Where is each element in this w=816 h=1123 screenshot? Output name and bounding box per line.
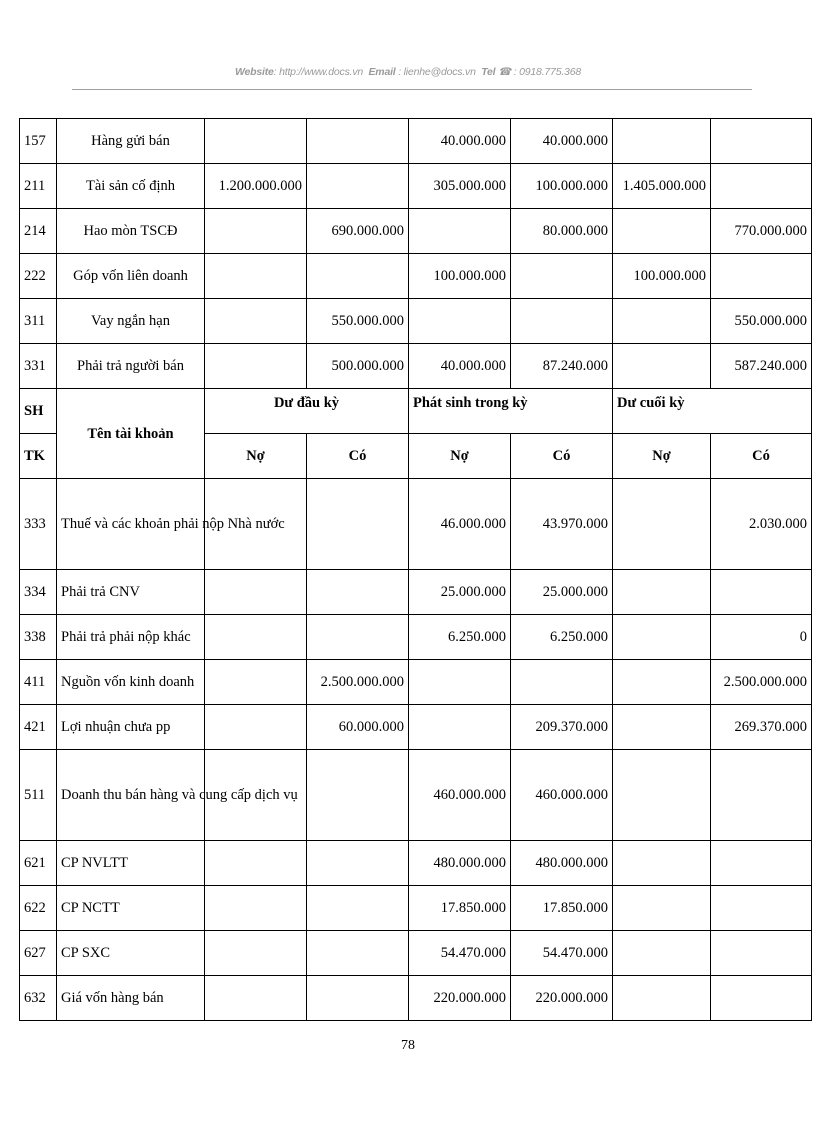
header-period-movement: Phát sinh trong kỳ (409, 389, 613, 434)
closing-credit: 2.500.000.000 (711, 660, 812, 705)
website-url[interactable]: http://www.docs.vn (279, 66, 364, 78)
table-row (20, 299, 812, 344)
opening-debit (205, 886, 307, 931)
closing-credit (711, 119, 812, 164)
period-credit (511, 660, 613, 705)
account-name: Hao mòn TSCĐ (57, 209, 205, 254)
account-name: Thuế và các khoản phải nộp Nhà nước (57, 479, 205, 570)
period-credit: 87.240.000 (511, 344, 613, 389)
opening-debit (205, 344, 307, 389)
period-credit: 220.000.000 (511, 976, 613, 1021)
period-debit: 46.000.000 (409, 479, 511, 570)
opening-credit (307, 841, 409, 886)
closing-credit: 550.000.000 (711, 299, 812, 344)
table-row (20, 254, 812, 299)
period-debit: 220.000.000 (409, 976, 511, 1021)
email-address[interactable]: lienhe@docs.vn (403, 66, 476, 78)
account-code: 333 (20, 479, 57, 570)
table-row (20, 705, 812, 750)
opening-debit (205, 660, 307, 705)
email-label: Email (368, 66, 396, 78)
period-credit: 80.000.000 (511, 209, 613, 254)
period-credit: 460.000.000 (511, 750, 613, 841)
table-row (20, 750, 812, 841)
opening-debit (205, 705, 307, 750)
opening-credit (307, 886, 409, 931)
header-period-credit: Có (511, 434, 613, 479)
opening-credit (307, 570, 409, 615)
period-debit: 17.850.000 (409, 886, 511, 931)
header-opening-credit: Có (307, 434, 409, 479)
period-credit (511, 299, 613, 344)
account-balance-table (19, 118, 812, 1021)
period-debit: 40.000.000 (409, 119, 511, 164)
account-code: 222 (20, 254, 57, 299)
closing-debit (613, 119, 711, 164)
opening-debit (205, 570, 307, 615)
opening-credit (307, 976, 409, 1021)
table-row (20, 570, 812, 615)
period-debit: 25.000.000 (409, 570, 511, 615)
period-credit: 54.470.000 (511, 931, 613, 976)
opening-debit (205, 209, 307, 254)
closing-credit: 587.240.000 (711, 344, 812, 389)
account-name: Giá vốn hàng bán (57, 976, 205, 1021)
period-credit: 17.850.000 (511, 886, 613, 931)
table-row (20, 976, 812, 1021)
opening-debit (205, 931, 307, 976)
account-code: 214 (20, 209, 57, 254)
table-row (20, 119, 812, 164)
account-code: 421 (20, 705, 57, 750)
table-body-bottom (20, 479, 812, 1021)
period-debit (409, 705, 511, 750)
page-header (0, 66, 816, 78)
period-debit: 40.000.000 (409, 344, 511, 389)
opening-credit (307, 931, 409, 976)
closing-debit: 100.000.000 (613, 254, 711, 299)
period-debit (409, 209, 511, 254)
header-sh: SH (20, 389, 57, 434)
period-credit: 25.000.000 (511, 570, 613, 615)
account-code: 627 (20, 931, 57, 976)
phone-icon: ☎ (498, 66, 511, 78)
account-name: CP NVLTT (57, 841, 205, 886)
email-separator: : (395, 66, 404, 78)
closing-debit (613, 886, 711, 931)
account-name: Vay ngắn hạn (57, 299, 205, 344)
closing-credit: 0 (711, 615, 812, 660)
header-opening-debit: Nợ (205, 434, 307, 479)
opening-credit (307, 119, 409, 164)
closing-credit: 269.370.000 (711, 705, 812, 750)
account-name: CP NCTT (57, 886, 205, 931)
opening-credit (307, 750, 409, 841)
table-row (20, 886, 812, 931)
period-credit: 100.000.000 (511, 164, 613, 209)
header-closing-balance: Dư cuối kỳ (613, 389, 812, 434)
period-credit: 43.970.000 (511, 479, 613, 570)
account-name: Góp vốn liên doanh (57, 254, 205, 299)
opening-debit (205, 615, 307, 660)
account-code: 622 (20, 886, 57, 931)
table-row (20, 164, 812, 209)
period-debit: 100.000.000 (409, 254, 511, 299)
tel-label: Tel (481, 66, 496, 78)
account-code: 511 (20, 750, 57, 841)
account-code: 334 (20, 570, 57, 615)
account-code: 621 (20, 841, 57, 886)
header-account-name: Tên tài khoản (57, 389, 205, 479)
period-debit: 460.000.000 (409, 750, 511, 841)
table-row (20, 841, 812, 886)
account-code: 157 (20, 119, 57, 164)
account-code: 411 (20, 660, 57, 705)
page-number: 78 (401, 1038, 415, 1053)
period-debit: 6.250.000 (409, 615, 511, 660)
opening-debit (205, 841, 307, 886)
closing-debit (613, 615, 711, 660)
opening-credit: 60.000.000 (307, 705, 409, 750)
opening-credit: 550.000.000 (307, 299, 409, 344)
period-credit: 6.250.000 (511, 615, 613, 660)
account-code: 632 (20, 976, 57, 1021)
closing-credit: 2.030.000 (711, 479, 812, 570)
opening-credit: 500.000.000 (307, 344, 409, 389)
table-row (20, 344, 812, 389)
closing-credit: 770.000.000 (711, 209, 812, 254)
account-name: Phải trả CNV (57, 570, 205, 615)
account-code: 311 (20, 299, 57, 344)
header-tk: TK (20, 434, 57, 479)
tel-separator: : (510, 66, 520, 78)
closing-credit (711, 976, 812, 1021)
website-label: Website (235, 66, 274, 78)
opening-credit: 690.000.000 (307, 209, 409, 254)
header-divider (72, 89, 752, 90)
closing-debit (613, 705, 711, 750)
closing-credit (711, 164, 812, 209)
opening-credit (307, 164, 409, 209)
closing-credit (711, 886, 812, 931)
header-opening-balance: Dư đầu kỳ (205, 389, 409, 434)
account-name: Nguồn vốn kinh doanh (57, 660, 205, 705)
opening-credit: 2.500.000.000 (307, 660, 409, 705)
table-row (20, 479, 812, 570)
account-code: 331 (20, 344, 57, 389)
opening-debit (205, 299, 307, 344)
period-credit: 209.370.000 (511, 705, 613, 750)
opening-credit (307, 254, 409, 299)
closing-credit (711, 750, 812, 841)
closing-debit: 1.405.000.000 (613, 164, 711, 209)
period-credit: 480.000.000 (511, 841, 613, 886)
account-name: Tài sản cố định (57, 164, 205, 209)
period-debit: 54.470.000 (409, 931, 511, 976)
header-period-debit: Nợ (409, 434, 511, 479)
account-code: 211 (20, 164, 57, 209)
opening-credit (307, 615, 409, 660)
opening-debit: 1.200.000.000 (205, 164, 307, 209)
table-header (20, 389, 812, 479)
closing-credit (711, 254, 812, 299)
closing-debit (613, 479, 711, 570)
closing-debit (613, 344, 711, 389)
closing-credit (711, 841, 812, 886)
opening-credit (307, 479, 409, 570)
phone-number: 0918.775.368 (519, 66, 581, 78)
table-body-top (20, 119, 812, 389)
table-row (20, 931, 812, 976)
period-debit: 480.000.000 (409, 841, 511, 886)
opening-debit (205, 254, 307, 299)
account-name: Doanh thu bán hàng và cung cấp dịch vụ (57, 750, 205, 841)
closing-debit (613, 660, 711, 705)
website-separator: : (273, 66, 280, 78)
account-name: CP SXC (57, 931, 205, 976)
account-code: 338 (20, 615, 57, 660)
opening-debit (205, 119, 307, 164)
table-row (20, 615, 812, 660)
table-row (20, 660, 812, 705)
closing-credit (711, 570, 812, 615)
account-name: Phải trả phải nộp khác (57, 615, 205, 660)
period-debit (409, 660, 511, 705)
closing-debit (613, 976, 711, 1021)
period-debit (409, 299, 511, 344)
period-credit (511, 254, 613, 299)
closing-credit (711, 931, 812, 976)
table-row (20, 209, 812, 254)
period-debit: 305.000.000 (409, 164, 511, 209)
opening-debit (205, 976, 307, 1021)
closing-debit (613, 931, 711, 976)
header-closing-debit: Nợ (613, 434, 711, 479)
closing-debit (613, 841, 711, 886)
account-name: Phải trả người bán (57, 344, 205, 389)
account-name: Hàng gửi bán (57, 119, 205, 164)
account-name: Lợi nhuận chưa pp (57, 705, 205, 750)
header-closing-credit: Có (711, 434, 812, 479)
closing-debit (613, 570, 711, 615)
closing-debit (613, 750, 711, 841)
closing-debit (613, 299, 711, 344)
period-credit: 40.000.000 (511, 119, 613, 164)
closing-debit (613, 209, 711, 254)
